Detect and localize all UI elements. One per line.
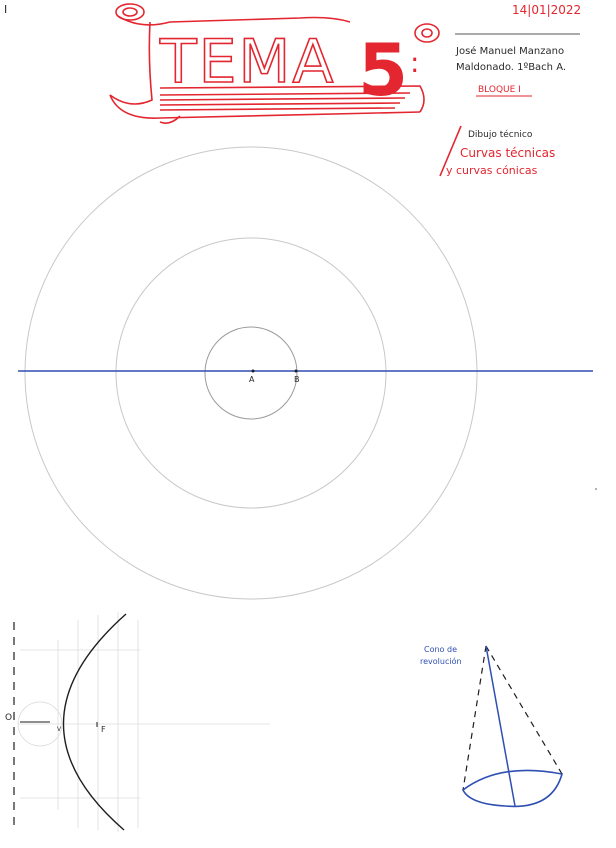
stray-mark (595, 488, 597, 490)
label-f: F (101, 725, 106, 734)
page-marker: I (4, 3, 8, 16)
point-b-label: B (294, 375, 300, 384)
point-a-label: A (249, 375, 255, 384)
cone-drawing (463, 646, 562, 806)
title-word: TEMA (160, 27, 336, 97)
author-line-2: Maldonado. 1ºBach A. (456, 62, 567, 73)
circle-outer (25, 147, 477, 599)
cone-label-line-1: Cono de (424, 645, 457, 654)
title-colon: : (410, 46, 420, 79)
block-label: BLOQUE I (478, 85, 521, 95)
concentric-circles (25, 147, 477, 599)
circle-middle (116, 238, 386, 508)
subject-label: Dibujo técnico (468, 130, 533, 140)
cone-label-line-2: revolución (420, 657, 462, 666)
topic-line-2: y curvas cónicas (446, 164, 538, 177)
cone-axis (486, 646, 515, 806)
point-b-mark (295, 370, 298, 373)
title-number: 5 (358, 28, 409, 112)
author-line-1: José Manuel Manzano (456, 46, 565, 57)
label-o: O (5, 713, 13, 723)
parabola-construction-lines (18, 612, 270, 832)
topic-line-1: Curvas técnicas (460, 146, 556, 160)
cone-left-generatrix (463, 646, 486, 790)
label-v: V (57, 726, 62, 733)
point-a-mark (252, 370, 255, 373)
date-label: 14|01|2022 (512, 3, 582, 17)
circle-inner (205, 327, 297, 419)
